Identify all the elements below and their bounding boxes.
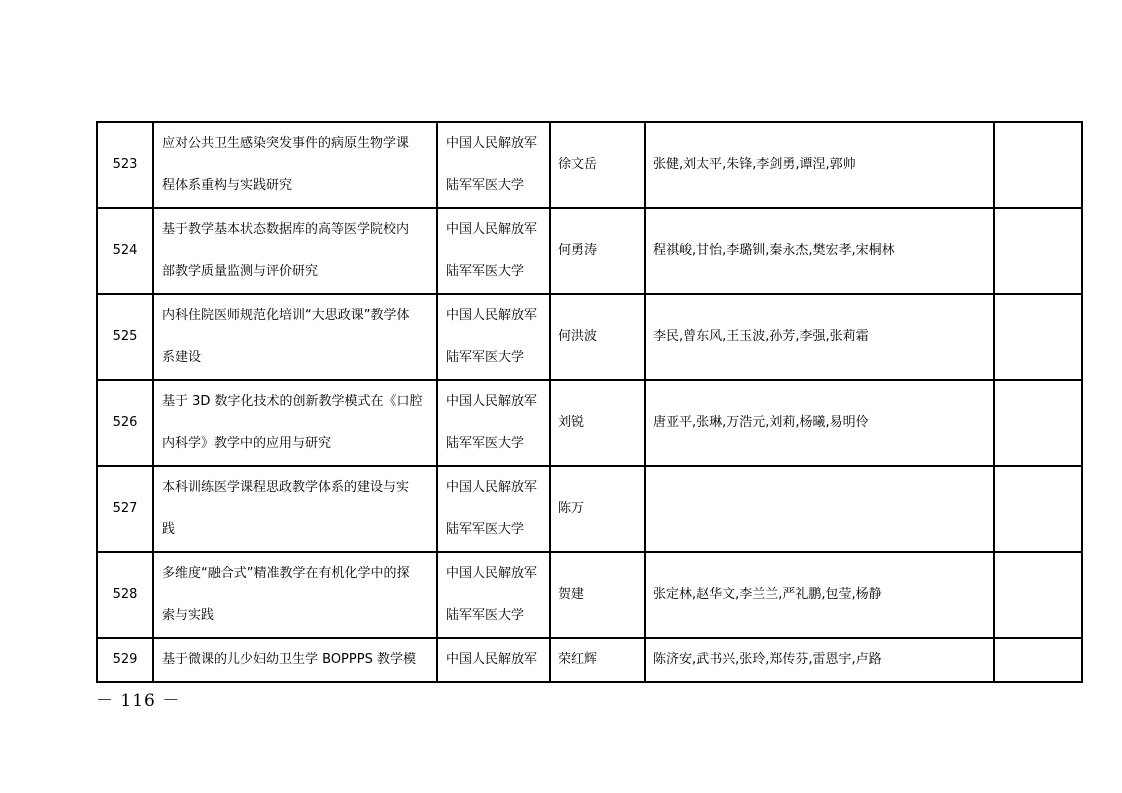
project-title-line: 程体系重构与实践研究 <box>162 178 293 193</box>
table-row <box>97 638 1082 682</box>
remark <box>994 466 1082 552</box>
project-title-line: 基于微课的儿少妇幼卫生学 BOPPPS 教学模 <box>162 652 416 667</box>
project-leader: 刘锐 <box>550 380 645 466</box>
institution-line: 中国人民解放军 <box>446 480 538 495</box>
institution-line: 陆军军医大学 <box>446 350 525 365</box>
project-leader: 陈万 <box>550 466 645 552</box>
project-leader: 贺建 <box>550 552 645 638</box>
institution-line: 中国人民解放军 <box>446 308 538 323</box>
project-number: 523 <box>97 122 153 208</box>
project-number: 526 <box>97 380 153 466</box>
project-number: 529 <box>97 638 153 682</box>
institution <box>437 380 550 466</box>
project-title-line: 内科住院医师规范化培训“大思政课”教学体 <box>162 308 410 323</box>
team-members: 唐亚平,张琳,万浩元,刘莉,杨曦,易明伶 <box>645 380 994 466</box>
institution-line: 中国人民解放军 <box>446 136 538 151</box>
institution-line: 中国人民解放军 <box>446 566 538 581</box>
project-title-line: 索与实践 <box>162 608 215 623</box>
remark <box>994 122 1082 208</box>
project-number: 525 <box>97 294 153 380</box>
institution-line: 中国人民解放军 <box>446 652 538 667</box>
project-number: 528 <box>97 552 153 638</box>
project-title <box>153 466 437 552</box>
remark <box>994 552 1082 638</box>
remark <box>994 294 1082 380</box>
project-leader: 何洪波 <box>550 294 645 380</box>
institution <box>437 294 550 380</box>
table-body <box>97 122 1082 682</box>
remark <box>994 638 1082 682</box>
project-title-line: 多维度“融合式”精准教学在有机化学中的探 <box>162 566 410 581</box>
institution-line: 陆军军医大学 <box>446 178 525 193</box>
institution <box>437 122 550 208</box>
team-members: 张定林,赵华文,李兰兰,严礼鹏,包莹,杨静 <box>645 552 994 638</box>
institution <box>437 552 550 638</box>
project-leader: 荣红辉 <box>550 638 645 682</box>
table-row <box>97 294 1082 380</box>
project-leader: 徐文岳 <box>550 122 645 208</box>
project-number: 527 <box>97 466 153 552</box>
project-number: 524 <box>97 208 153 294</box>
page-number: － 116 － <box>96 691 181 711</box>
institution <box>437 208 550 294</box>
table-row <box>97 122 1082 208</box>
project-title <box>153 638 437 682</box>
project-title <box>153 208 437 294</box>
institution-line: 中国人民解放军 <box>446 222 538 237</box>
institution <box>437 466 550 552</box>
project-title-line: 系建设 <box>162 350 202 365</box>
institution-line: 陆军军医大学 <box>446 522 525 537</box>
project-title <box>153 122 437 208</box>
institution-line: 中国人民解放军 <box>446 394 538 409</box>
table-row <box>97 552 1082 638</box>
team-members <box>645 466 994 552</box>
project-table <box>96 121 1083 683</box>
project-title-line: 本科训练医学课程思政教学体系的建设与实 <box>162 480 410 495</box>
institution <box>437 638 550 682</box>
institution-line: 陆军军医大学 <box>446 608 525 623</box>
team-members: 李民,曾东风,王玉波,孙芳,李强,张莉霜 <box>645 294 994 380</box>
project-title-line: 部教学质量监测与评价研究 <box>162 264 319 279</box>
institution-line: 陆军军医大学 <box>446 436 525 451</box>
project-title-line: 基于教学基本状态数据库的高等医学院校内 <box>162 222 410 237</box>
project-leader: 何勇涛 <box>550 208 645 294</box>
project-title <box>153 552 437 638</box>
table-row <box>97 208 1082 294</box>
remark <box>994 208 1082 294</box>
table-row <box>97 466 1082 552</box>
project-title-line: 基于 3D 数字化技术的创新教学模式在《口腔 <box>162 394 423 409</box>
team-members: 张健,刘太平,朱锋,李剑勇,谭涅,郭帅 <box>645 122 994 208</box>
team-members: 程祺峻,甘怡,李璐钏,秦永杰,樊宏孝,宋桐林 <box>645 208 994 294</box>
project-title-line: 应对公共卫生感染突发事件的病原生物学课 <box>162 136 410 151</box>
institution-line: 陆军军医大学 <box>446 264 525 279</box>
project-title-line: 内科学》教学中的应用与研究 <box>162 436 332 451</box>
remark <box>994 380 1082 466</box>
project-title <box>153 380 437 466</box>
project-title <box>153 294 437 380</box>
team-members: 陈济安,武书兴,张玲,郑传芬,雷恩宇,卢路 <box>645 638 994 682</box>
project-title-line: 践 <box>162 522 176 537</box>
table-row <box>97 380 1082 466</box>
